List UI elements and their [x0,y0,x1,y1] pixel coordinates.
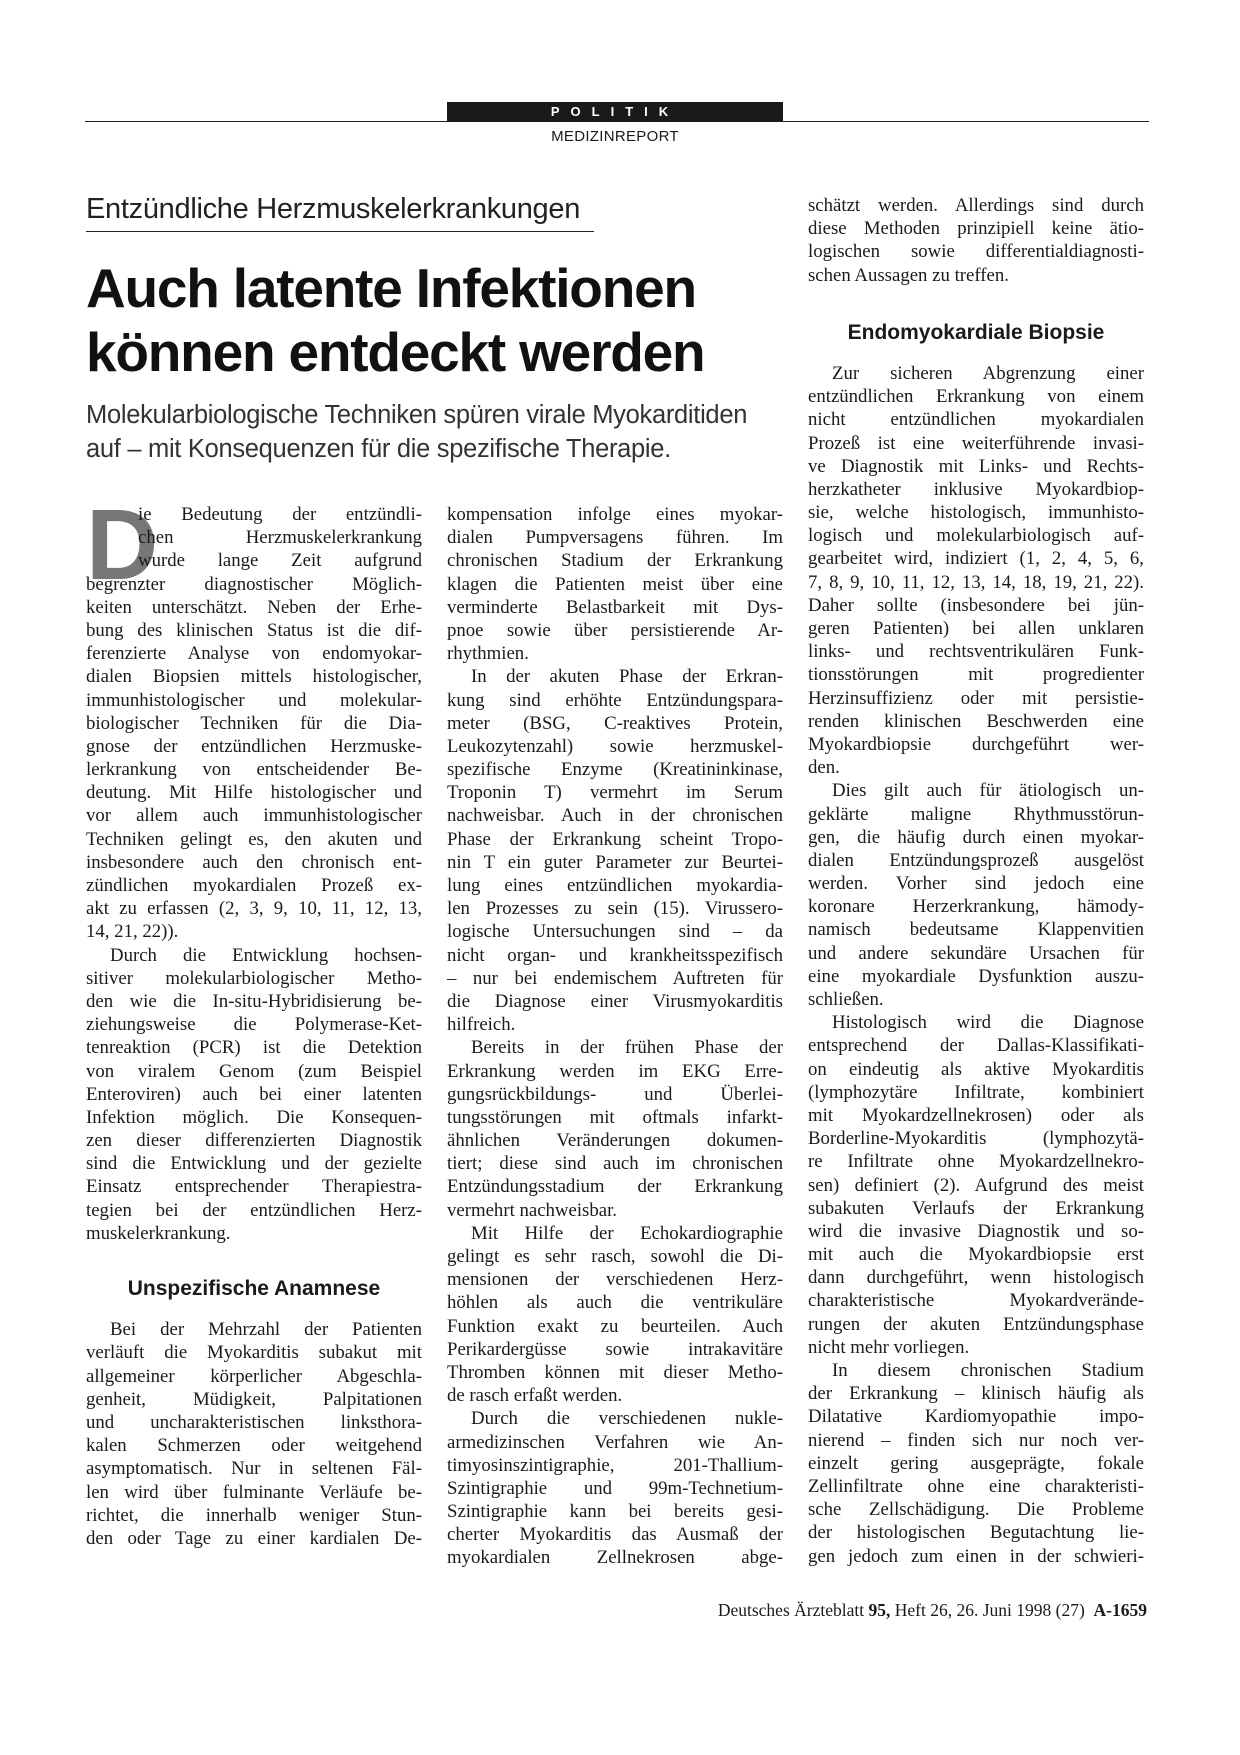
text-line: ziehungsweise die Polymerase-Ket- [86,1014,422,1036]
text-line: dialen Pumpversagens führen. Im [447,527,783,549]
text-line: Szintigraphie kann bei bereits gesi- [447,1501,783,1523]
text-line: gen, die häufig durch einen myokar- [808,826,1144,848]
text-line: Zur sicheren Abgrenzung einer [832,362,1144,384]
text-line: dialen Biopsien mittels histologischer, [86,666,422,688]
text-line: tungsstörungen mit oftmals infarkt- [447,1106,783,1128]
text-line: Zellinfiltrate ohne eine charakteristi- [808,1475,1144,1497]
article-kicker: Entzündliche Herzmuskelerkrankungen [86,193,594,232]
text-line: pnoe sowie über persistierende Ar- [447,619,783,641]
text-line: links- und rechtsventrikulären Funk- [808,641,1144,663]
text-line: akt zu erfassen (2, 3, 9, 10, 11, 12, 13, [86,898,422,920]
text-line: Phase der Erkrankung scheint Tropo- [447,828,783,850]
text-line: entzündlichen Erkrankung von einem [808,386,1144,408]
text-line: Myokardbiopsie durchgeführt wer- [808,733,1144,755]
text-line: Bei der Mehrzahl der Patienten [110,1319,422,1341]
text-line: Herzinsuffizienz oder mit persistie- [808,687,1144,709]
text-line: Prozeß ist eine weiterführende invasi- [808,432,1144,454]
text-line: gelingt es sehr rasch, sowohl die Di- [447,1246,783,1267]
text-line: deutung. Mit Hilfe histologischer und [86,782,422,804]
text-line: ve Diagnostik mit Links- und Rechts- [808,455,1144,477]
text-line: sche Zellschädigung. Die Probleme [808,1499,1144,1521]
text-line: charakteristische Myokardverände- [808,1290,1144,1312]
text-line: tionsstörungen mit progredienter [808,664,1144,686]
text-line: tegien bei der entzündlichen Herz- [86,1199,422,1221]
text-line: gungsrückbildungs- und Überlei- [447,1083,783,1105]
section-subhead: Unspezifische Anamnese [127,1277,381,1300]
text-column-1 [86,489,422,1550]
headline-line: Auch latente Infektionen [86,257,696,319]
text-line: geren Patienten) bei allen unklaren [808,618,1144,640]
text-line: asymptomatisch. Nur in seltenen Fäl- [86,1458,422,1480]
text-line: Troponin T) vermehrt im Serum [447,782,783,804]
text-line: dann durchgeführt, wenn histologisch [808,1267,1144,1289]
text-line: len Prozesses zu sein (15). Virussero- [447,898,783,920]
footer-issue: Heft 26, 26. Juni 1998 (27) [894,1600,1085,1620]
footer-journal: Deutsches Ärzteblatt [717,1600,865,1620]
text-line: logischen sowie differentialdiagnosti- [808,241,1144,263]
text-line: gearbeitet wird, indiziert (1, 2, 4, 5, 6, [808,548,1144,570]
text-line: mensionen der verschiedenen Herz- [447,1269,783,1291]
text-line: 14, 21, 22)). [86,921,179,943]
text-line: Einsatz entsprechender Therapiestra- [86,1176,422,1198]
text-line: renden klinischen Beschwerden eine [808,710,1144,732]
text-line: Durch die verschiedenen nukle- [471,1408,783,1430]
text-line: insbesondere auch den chronisch ent- [86,851,422,873]
text-line: timyosinszintigraphie, 201-Thallium- [447,1454,783,1476]
footer-volume: 95, [868,1600,891,1620]
text-line: subakuten Verlaufs der Erkrankung [808,1197,1144,1219]
text-column-3 [808,194,1144,1568]
text-line: re Infiltrate ohne Myokardzellnekro- [808,1151,1144,1173]
text-line: den wie die In-situ-Hybridisierung be- [86,990,422,1012]
text-line: Borderline-Myokarditis (lymphozytä- [808,1128,1144,1150]
text-line: Perikardergüsse sowie intrakavitäre [447,1338,783,1360]
section-subhead: Endomyokardiale Biopsie [847,320,1105,344]
text-line: richtet, die innerhalb weniger Stun- [86,1504,422,1526]
deck-line: Molekularbiologische Techniken spüren virale Myokarditiden [86,401,748,429]
text-line: sen) definiert (2). Aufgrund des meist [808,1174,1144,1196]
text-line: Techniken gelingt es, den akuten und [86,828,422,850]
text-line: immunhistologischer und molekular- [86,689,422,711]
text-line: koronare Herzerkrankung, hämody- [808,896,1144,918]
text-line: tiert; diese sind auch im chronischen [447,1153,783,1175]
text-line: gen jedoch zum einen in der schwieri- [808,1545,1144,1567]
text-line: Dilatative Kardiomyopathie impo- [808,1406,1144,1428]
text-line: die Diagnose einer Virusmyokarditis [447,990,783,1012]
text-line: sitiver molekularbiologischer Metho- [86,967,422,989]
text-line: begrenzter diagnostischer Möglich- [86,573,422,595]
text-line: der histologischen Begutachtung lie- [808,1522,1144,1544]
text-line: on eindeutig als aktive Myokarditis [808,1058,1144,1080]
text-line: den oder Tage zu einer kardialen De- [86,1527,422,1549]
subsection-label: MEDIZINREPORT [551,128,679,145]
text-line: spezifische Enzyme (Kreatininkinase, [447,759,783,781]
text-line: klagen die Patienten meist über eine [447,573,783,595]
section-label: POLITIK [447,102,783,122]
article-headline [86,256,766,384]
text-line: In der akuten Phase der Erkran- [471,666,783,688]
text-line: schen Aussagen zu treffen. [808,264,1009,286]
text-line: wird die invasive Diagnostik und so- [808,1220,1144,1242]
text-line: geklärte maligne Rhythmusstörun- [808,803,1144,825]
text-line: hilfreich. [447,1014,516,1036]
text-line: der Erkrankung – klinisch häufig als [808,1383,1144,1405]
text-line: In diesem chronischen Stadium [832,1360,1144,1382]
text-line: namisch bedeutsame Klappenvitien [808,919,1144,941]
text-line: mit Myokardzellnekrosen) oder als [808,1104,1144,1126]
text-column-2 [447,503,783,1570]
text-line: de rasch erfaßt werden. [447,1385,623,1407]
text-line: den. [808,757,840,779]
text-line: Enteroviren) auch bei einer latenten [86,1083,422,1105]
footer-page: A-1659 [1093,1600,1147,1620]
text-line: Bereits in der frühen Phase der [471,1037,783,1059]
text-line: ähnlichen Veränderungen dokumen- [447,1130,783,1152]
text-line: einzelt gering ausgeprägte, fokale [808,1452,1144,1474]
text-line: vor allem auch immunhistologischer [86,805,422,827]
article-deck [86,398,786,466]
text-line: genheit, Müdigkeit, Palpitationen [86,1388,422,1410]
text-line: ie Bedeutung der entzündli- [138,504,422,525]
text-line: ferenzierte Analyse von endomyokar- [86,643,422,665]
text-line: nierend – finden sich nur noch ver- [808,1429,1144,1451]
text-line: armedizinschen Verfahren wie An- [447,1431,783,1453]
text-line: und andere sekundäre Ursachen für [808,942,1144,964]
text-line: höhlen als auch die ventrikuläre [447,1292,783,1314]
text-line: Entzündungsstadium der Erkrankung [447,1176,783,1198]
text-line: rhythmien. [447,643,529,665]
text-line: eine myokardiale Dysfunktion auszu- [808,965,1144,987]
text-line: Mit Hilfe der Echokardiographie [471,1222,783,1244]
text-line: – nur bei endemischem Auftreten für [447,967,783,989]
text-line: Erkrankung werden im EKG Erre- [447,1060,783,1082]
text-line: kung sind erhöhte Entzündungspara- [447,689,783,711]
text-line: logische Untersuchungen sind – da [447,921,783,943]
text-line: nicht entzündlichen myokardialen [808,409,1144,431]
text-line: vermehrt nachweisbar. [447,1199,618,1221]
headline-line: können entdeckt werden [86,321,705,383]
text-line: Dies gilt auch für ätiologisch un- [832,780,1144,802]
page-footer [718,1600,1147,1621]
text-line: nicht mehr vorliegen. [808,1336,970,1358]
text-line: herzkatheter inklusive Myokardbiop- [808,478,1144,500]
text-line: zündlichen myokardialen Prozeß ex- [86,875,422,896]
text-line: kalen Schmerzen oder weitgehend [86,1435,422,1457]
text-line: (lymphozytäre Infiltrate, kombiniert [808,1081,1144,1103]
text-line: lerkrankung von entscheidender Be- [86,759,422,781]
text-line: bung des klinischen Status ist die dif- [86,619,422,641]
text-line: verläuft die Myokarditis subakut mit [86,1342,422,1364]
text-line: Daher sollte (insbesondere bei jün- [808,594,1144,616]
text-line: nin T ein guter Parameter zur Beurtei- [447,851,783,873]
text-line: sie, welche histologisch, immunhisto- [808,502,1144,524]
text-line: entsprechend der Dallas-Klassifikati- [808,1035,1144,1057]
text-line: 7, 8, 9, 10, 11, 12, 13, 14, 18, 19, 21, 22). [808,571,1144,593]
text-line: zen dieser differenzierten Diagnostik [86,1130,422,1152]
text-line: und uncharakteristischen linksthora- [86,1411,422,1433]
text-line: allgemeiner körperlicher Abgeschla- [86,1365,422,1387]
text-line: cherter Myokarditis das Ausmaß der [447,1524,783,1546]
text-line: len wird über fulminante Verläufe be- [86,1481,422,1503]
text-line: keiten unterschätzt. Neben der Erhe- [86,596,422,618]
text-line: Durch die Entwicklung hochsen- [110,944,422,966]
text-line: werden. Vorher sind jedoch eine [808,873,1144,895]
text-line: muskelerkrankung. [86,1222,231,1244]
text-line: Thromben können mit dieser Metho- [447,1361,783,1383]
text-line: lung eines entzündlichen myokardia- [447,875,783,896]
text-line: meter (BSG, C-reaktives Protein, [447,712,783,734]
text-line: dialen Entzündungsprozeß ausgelöst [808,849,1144,871]
text-line: tenreaktion (PCR) ist die Detektion [86,1037,422,1059]
text-line: Histologisch wird die Diagnose [832,1012,1144,1034]
text-line: Leukozytenzahl) sowie herzmuskel- [447,735,783,757]
text-line: logisch und molekularbiologisch auf- [808,525,1144,547]
text-line: schließen. [808,989,884,1011]
text-line: von viralem Genom (zum Beispiel [86,1060,422,1082]
text-line: Funktion exakt zu beurteilen. Auch [447,1315,783,1337]
text-line: kompensation infolge eines myokar- [447,504,783,525]
deck-line: auf – mit Konsequenzen für die spezifische Therapie. [86,435,671,463]
text-line: sind die Entwicklung und der gezielte [86,1153,422,1175]
text-line: schätzt werden. Allerdings sind durch [808,195,1144,216]
text-line: rungen der akuten Entzündungsphase [808,1313,1144,1335]
text-line: wurde lange Zeit aufgrund [138,550,422,572]
text-line: chronischen Stadium der Erkrankung [447,550,783,572]
text-line: chen Herzmuskelerkrankung [138,527,422,549]
text-line: gnose der entzündlichen Herzmuske- [86,735,422,757]
text-line: Infektion möglich. Die Konsequen- [86,1106,422,1128]
text-line: nicht organ- und krankheitsspezifisch [447,944,783,966]
text-line: mit auch die Myokardbiopsie erst [808,1244,1144,1266]
text-line: verminderte Belastbarkeit mit Dys- [447,596,783,618]
text-line: nachweisbar. Auch in der chronischen [447,805,783,827]
drop-cap: D [86,489,159,601]
text-line: Szintigraphie und 99m-Technetium- [447,1477,783,1499]
text-line: biologischer Techniken für die Dia- [86,712,422,734]
text-line: diese Methoden prinzipiell keine ätio- [808,218,1144,240]
text-line: myokardialen Zellnekrosen abge- [447,1547,783,1569]
